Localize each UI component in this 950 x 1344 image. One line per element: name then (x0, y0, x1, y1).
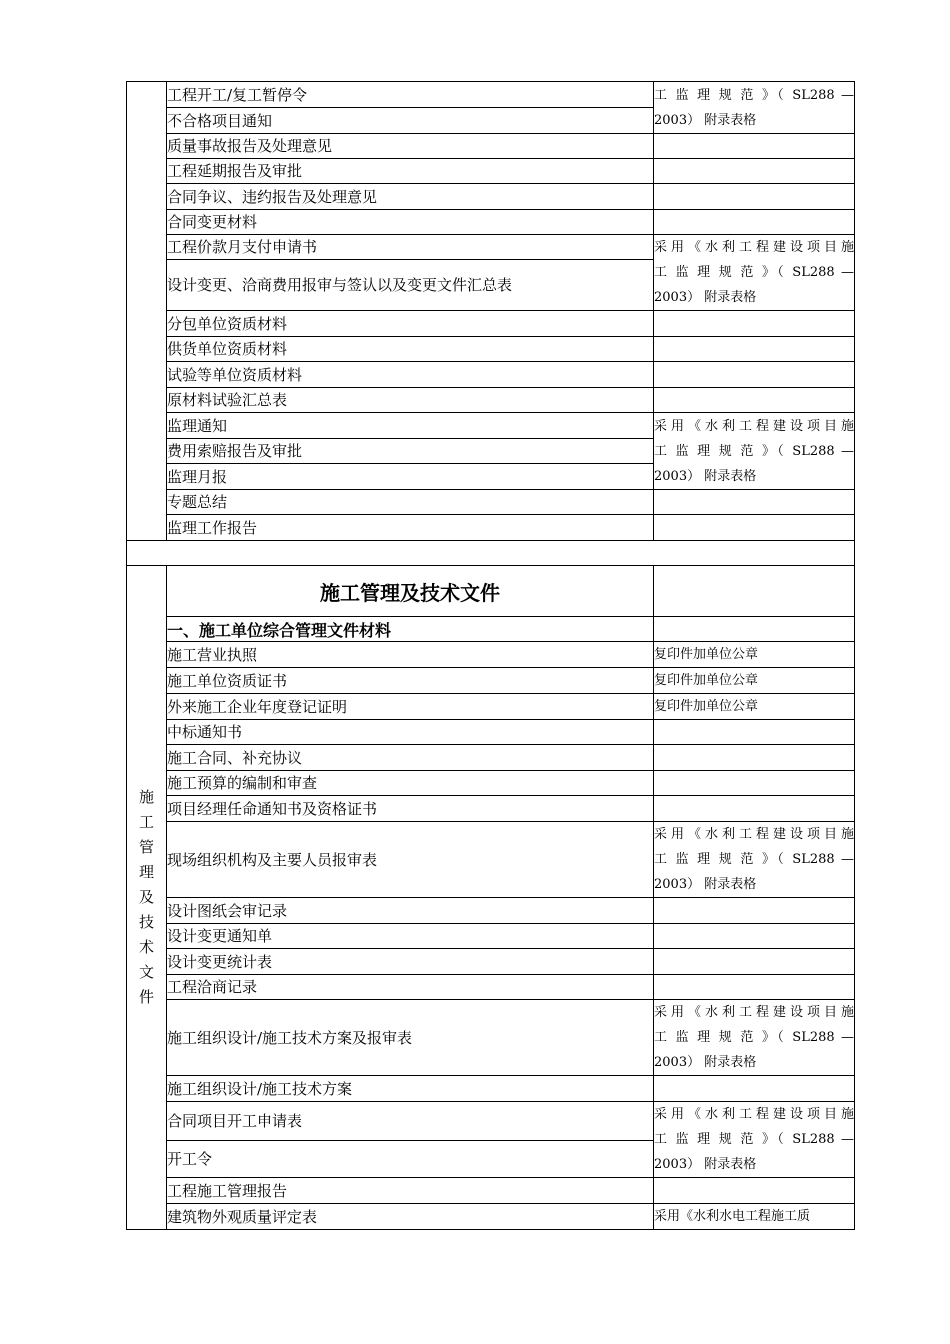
note-cell (654, 362, 855, 388)
note-cell: 复印件加单位公章 (654, 668, 855, 694)
note-cell: 采用《水利工程建设项目施 工 监 理 规 范 》（ SL288 — 2003） 附录表格 (654, 235, 855, 311)
note-cell: 采用《水利工程建设项目施 工 监 理 规 范 》（ SL288 — 2003） 附录表格 (654, 822, 855, 898)
note-cell (654, 898, 855, 924)
list-item: 施工预算的编制和审查 (167, 771, 654, 796)
list-item: 设计图纸会审记录 (167, 898, 654, 924)
section-subtitle: 一、施工单位综合管理文件材料 (167, 617, 654, 642)
list-item: 开工令 (167, 1140, 654, 1178)
note-cell (654, 337, 855, 362)
note-cell (654, 388, 855, 413)
note-cell (654, 617, 855, 642)
note-cell: 复印件加单位公章 (654, 694, 855, 720)
list-item: 建筑物外观质量评定表 (167, 1204, 654, 1230)
note-cell: 采用《水利工程建设项目施 工 监 理 规 范 》（ SL288 — 2003） 附录表格 (654, 1102, 855, 1178)
note-cell (654, 924, 855, 949)
note-cell (654, 311, 855, 337)
list-item: 项目经理任命通知书及资格证书 (167, 796, 654, 822)
category-cell-empty (127, 82, 167, 541)
list-item: 供货单位资质材料 (167, 337, 654, 362)
note-cell (654, 566, 855, 617)
note-cell (654, 1178, 855, 1204)
list-item: 合同项目开工申请表 (167, 1102, 654, 1141)
list-item: 施工组织设计/施工技术方案及报审表 (167, 1000, 654, 1076)
category-char: 施 (138, 788, 154, 806)
list-item: 监理工作报告 (167, 515, 654, 541)
category-char: 及 (138, 888, 154, 906)
category-char: 件 (138, 988, 154, 1006)
category-char: 文 (138, 963, 154, 981)
note-cell: 工 监 理 规 范 》（ SL288 — 2003） 附录表格 (654, 82, 855, 134)
list-item: 施工营业执照 (167, 642, 654, 668)
list-item: 专题总结 (167, 490, 654, 515)
list-item: 工程施工管理报告 (167, 1178, 654, 1204)
list-item: 设计变更统计表 (167, 949, 654, 975)
section-title: 施工管理及技术文件 (167, 566, 654, 617)
list-item: 外来施工企业年度登记证明 (167, 694, 654, 720)
list-item: 监理通知 (167, 413, 654, 439)
list-item: 质量事故报告及处理意见 (167, 134, 654, 159)
list-item: 施工单位资质证书 (167, 668, 654, 694)
category-char: 理 (138, 863, 154, 881)
category-char: 工 (138, 813, 154, 831)
note-cell (654, 771, 855, 796)
note-cell (654, 134, 855, 159)
archive-table (126, 81, 855, 1230)
note-cell: 复印件加单位公章 (654, 642, 855, 668)
list-item: 不合格项目通知 (167, 108, 654, 134)
list-item: 设计变更通知单 (167, 924, 654, 949)
list-item: 监理月报 (167, 464, 654, 490)
note-cell (654, 720, 855, 745)
list-item: 施工组织设计/施工技术方案 (167, 1076, 654, 1102)
list-item: 原材料试验汇总表 (167, 388, 654, 413)
list-item: 合同争议、违约报告及处理意见 (167, 184, 654, 210)
list-item: 费用索赔报告及审批 (167, 439, 654, 464)
note-cell: 采用《水利水电工程施工质 (654, 1204, 855, 1230)
category-char: 技 (138, 913, 154, 931)
category-char: 术 (138, 938, 154, 956)
list-item: 现场组织机构及主要人员报审表 (167, 822, 654, 898)
list-item: 分包单位资质材料 (167, 311, 654, 337)
list-item: 合同变更材料 (167, 210, 654, 235)
category-cell (127, 566, 167, 1230)
list-item: 设计变更、洽商费用报审与签认以及变更文件汇总表 (167, 260, 654, 311)
list-item: 工程价款月支付申请书 (167, 235, 654, 260)
note-cell (654, 796, 855, 822)
list-item: 工程延期报告及审批 (167, 159, 654, 184)
note-cell: 采用《水利工程建设项目施 工 监 理 规 范 》（ SL288 — 2003） 附录表格 (654, 1000, 855, 1076)
note-cell (654, 159, 855, 184)
note-cell (654, 515, 855, 541)
note-cell (654, 184, 855, 210)
category-char: 管 (138, 838, 154, 856)
list-item: 中标通知书 (167, 720, 654, 745)
list-item: 施工合同、补充协议 (167, 745, 654, 771)
note-cell (654, 949, 855, 975)
note-cell: 采用《水利工程建设项目施 工 监 理 规 范 》（ SL288 — 2003） 附录表格 (654, 413, 855, 490)
list-item: 工程洽商记录 (167, 975, 654, 1000)
note-cell (654, 490, 855, 515)
note-cell (654, 745, 855, 771)
note-cell (654, 975, 855, 1000)
spacer-row (127, 541, 855, 566)
note-cell (654, 210, 855, 235)
note-cell (654, 1076, 855, 1102)
list-item: 工程开工/复工暂停令 (167, 82, 654, 108)
list-item: 试验等单位资质材料 (167, 362, 654, 388)
